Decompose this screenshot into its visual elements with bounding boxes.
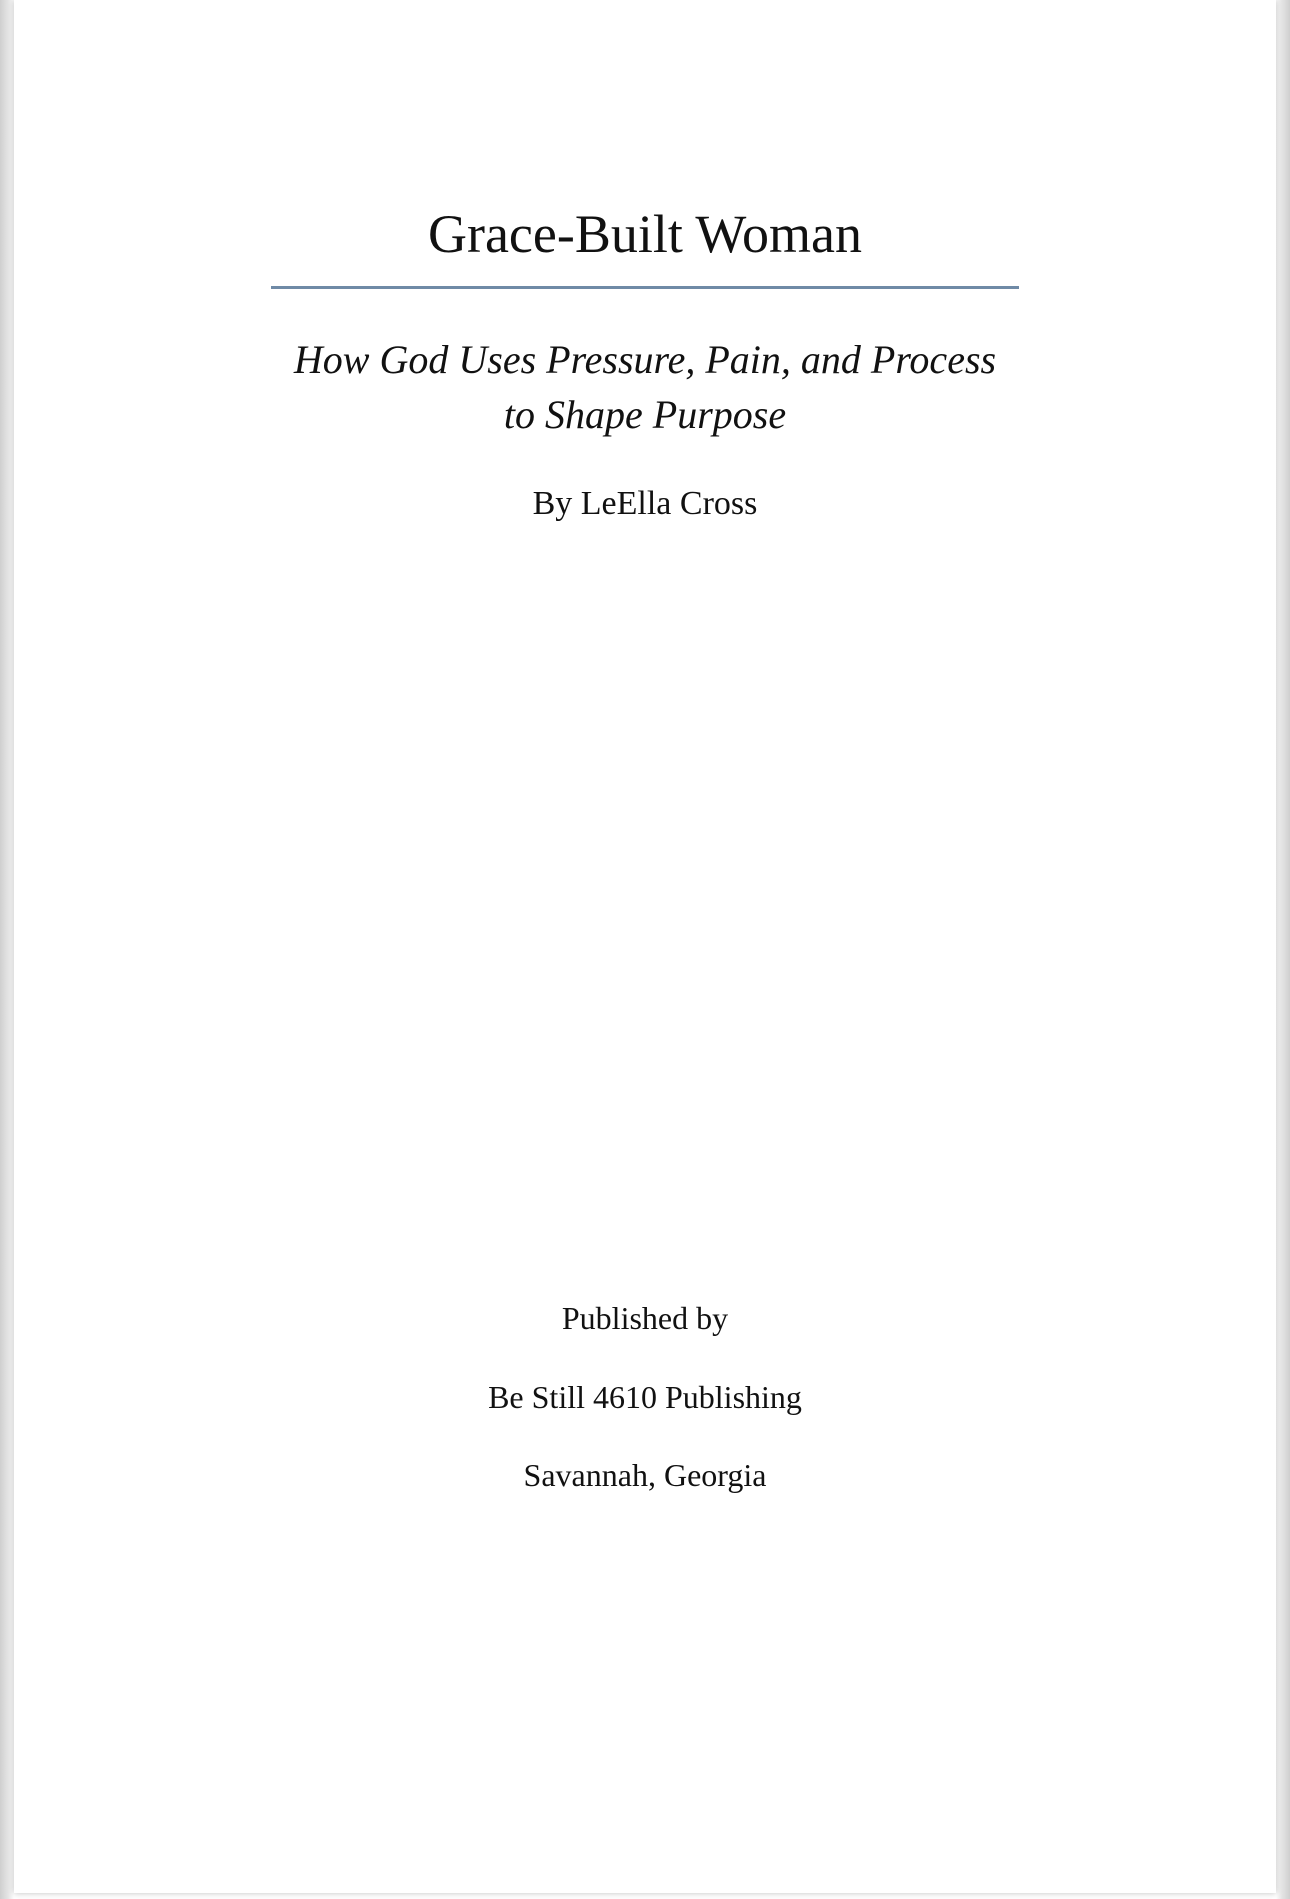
subtitle-line-1: How God Uses Pressure, Pain, and Process [293, 337, 997, 382]
document-page [14, 0, 1276, 1893]
published-by-label: Published by [561, 1300, 729, 1336]
subtitle-line-2: to Shape Purpose [503, 392, 787, 437]
publisher-location: Savannah, Georgia [523, 1457, 767, 1493]
book-subtitle [14, 332, 1276, 442]
title-underline-rule [271, 286, 1019, 289]
publisher-name: Be Still 4610 Publishing [488, 1379, 802, 1415]
book-title: Grace-Built Woman [427, 204, 863, 264]
author-byline: By LeElla Cross [532, 485, 758, 522]
